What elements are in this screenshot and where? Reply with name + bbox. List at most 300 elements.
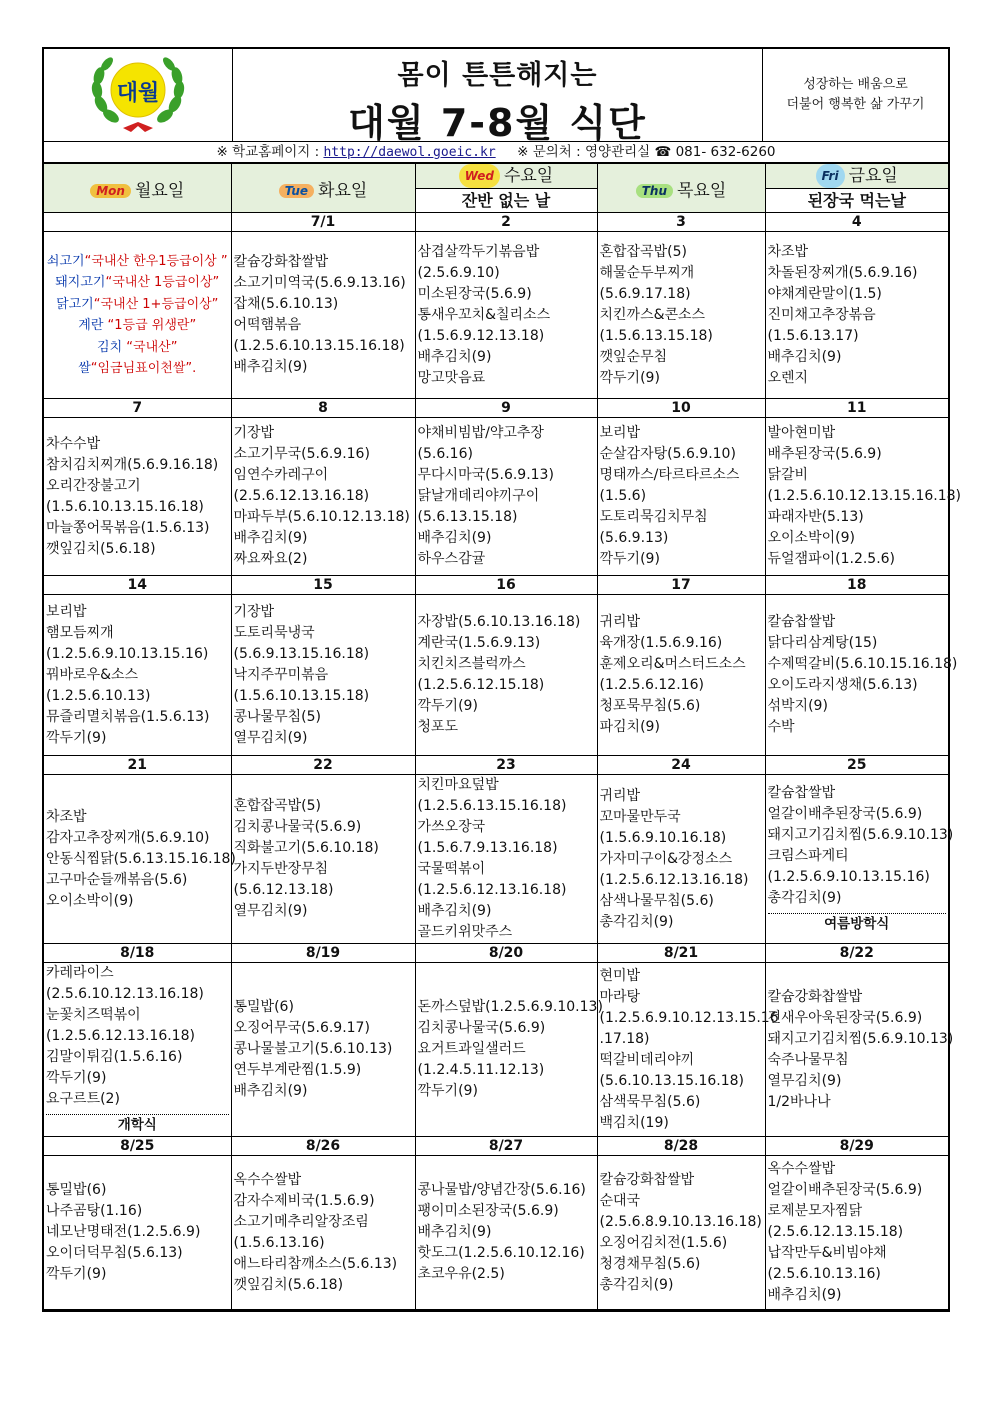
date-row xyxy=(44,944,948,963)
date-cell: 15 xyxy=(231,576,415,595)
menu-item: 삼겹살깍두기볶음밥 xyxy=(417,243,540,260)
menu-cell xyxy=(44,1156,231,1310)
menu-item: 크림스파게티 xyxy=(767,848,849,864)
menu-item: 얼갈이배추된장국(5.6.9) xyxy=(767,806,923,822)
menu-item: 닭날개데리야끼구이 xyxy=(417,488,540,504)
menu-item: (5.6.16) xyxy=(417,446,473,462)
menu-cell xyxy=(44,232,231,399)
menu-item: 국물떡볶이 xyxy=(417,861,486,877)
menu-item: 마늘쫑어묵볶음(1.5.6.13) xyxy=(46,519,210,536)
menu-item: 로제분모자찜닭 xyxy=(767,1203,863,1219)
menu-item: 훈제오리&머스터드소스 xyxy=(599,656,746,672)
date-cell: 25 xyxy=(765,756,948,775)
menu-item: 오이도라지생채(5.6.13) xyxy=(767,677,918,693)
date-cell: 8/21 xyxy=(597,944,765,963)
sourcing-info xyxy=(46,251,229,380)
menu-item: (1.5.6.10.13.15.18) xyxy=(233,687,370,704)
menu-item: 콩나물무침(5) xyxy=(233,708,321,725)
date-cell: 9 xyxy=(415,399,597,418)
menu-item: 닭다리삼계탕(15) xyxy=(767,635,878,651)
motto-line: 성장하는 배움으로 xyxy=(803,77,908,92)
menu-item: 혼합잡곡밥(5) xyxy=(599,243,687,260)
menu-cell xyxy=(765,1156,948,1310)
menu-item: 낙지주꾸미볶음 xyxy=(233,666,329,683)
menu-cell xyxy=(231,1156,415,1310)
date-cell: 8/28 xyxy=(597,1137,765,1156)
menu-row xyxy=(44,232,948,399)
menu-item: 열무김치(9) xyxy=(233,729,308,746)
menu-item: (1.2.5.6.12.15.18) xyxy=(417,677,545,693)
menu-item: 기장밥 xyxy=(233,425,275,441)
menu-item: 소고기무국(5.6.9.16) xyxy=(233,446,370,462)
menu-item: 콩나물밥/양념간장(5.6.16) xyxy=(417,1182,586,1198)
menu-cell xyxy=(765,775,954,944)
day-theme: 된장국 먹는날 xyxy=(766,189,949,212)
menu-item: 임연수카레구이 xyxy=(233,467,329,483)
school-motto xyxy=(763,49,948,141)
day-badge: Tue xyxy=(279,184,314,198)
menu-item: (1.5.6) xyxy=(599,488,647,504)
menu-item: (5.6.9.13.15.16.18) xyxy=(233,645,370,662)
menu-item: 오이소박이(9) xyxy=(767,530,855,546)
school-logo xyxy=(44,49,233,141)
date-cell: 18 xyxy=(765,576,948,595)
menu-item: 팽이미소된장국(5.6.9) xyxy=(417,1203,559,1219)
menu-item: (1.2.5.6.10.12.13.15.16.18) xyxy=(767,488,961,504)
menu-item: 깻잎김치(5.6.18) xyxy=(46,540,156,557)
day-header-mon xyxy=(44,164,231,213)
menu-item: 가자미구이&강정소스 xyxy=(599,850,733,867)
menu-item: 배추김치(9) xyxy=(767,1287,842,1303)
title-block xyxy=(233,49,763,145)
menu-item: 배추김치(9) xyxy=(233,530,308,546)
day-label: 월요일 xyxy=(134,180,185,201)
menu-item: 꿔바로우&소스 xyxy=(46,666,139,683)
menu-item: 깍두기(9) xyxy=(46,729,107,746)
menu-item: (2.5.6.12.13.16.18) xyxy=(233,488,370,504)
menu-item: 나주곰탕(1.16) xyxy=(46,1203,143,1219)
menu-item: (2.5.6.10.13.16) xyxy=(767,1266,881,1282)
menu-cell xyxy=(765,595,958,756)
day-badge: Thu xyxy=(636,184,673,198)
menu-item: 햄모듬찌개 xyxy=(46,624,114,641)
menu-cell xyxy=(415,775,597,944)
menu-item: 칼슘강화찹쌀밥 xyxy=(767,988,863,1005)
day-label: 금요일 xyxy=(848,166,898,186)
date-row xyxy=(44,756,948,775)
date-cell: 14 xyxy=(44,576,231,595)
event-note: 여름방학식 xyxy=(768,913,947,935)
menu-item: .17.18) xyxy=(599,1030,650,1047)
menu-item: 배추김치(9) xyxy=(233,1083,308,1099)
menu-cell xyxy=(231,418,415,576)
menu-item: 치킨마요덮밥 xyxy=(417,777,499,793)
menu-item: 칼슘강화찹쌀밥 xyxy=(599,1171,695,1188)
menu-item: (1.2.5.6.9.10.13.15.16) xyxy=(46,645,209,662)
menu-item: 초코우유(2.5) xyxy=(417,1266,505,1282)
menu-item: 차조밥 xyxy=(767,243,809,260)
menu-item: 깍두기(9) xyxy=(599,551,660,567)
menu-item: 깍두기(9) xyxy=(417,1083,478,1099)
menu-cell xyxy=(44,963,231,1137)
menu-item: 김치콩나물국(5.6.9) xyxy=(417,1020,546,1036)
menu-item: (1.5.6.9.12.13.18) xyxy=(417,327,545,344)
menu-item: 현미밥 xyxy=(599,967,641,984)
homepage-label: ※ 학교홈페이지 : xyxy=(216,144,320,160)
date-cell: 3 xyxy=(597,213,765,232)
menu-cell xyxy=(597,1156,765,1310)
menu-item: 청포묵무침(5.6) xyxy=(599,698,701,714)
menu-item: 명태까스/타르타르소스 xyxy=(599,467,740,483)
sourcing-line: 닭고기“국내산 1+등급이상” xyxy=(56,296,219,312)
menu-item: (5.6.12.13.18) xyxy=(233,882,334,898)
menu-item: 골드키위맛주스 xyxy=(417,924,513,940)
menu-item: 오렌지 xyxy=(767,369,809,386)
day-label: 목요일 xyxy=(677,180,727,201)
menu-item: 콩나물불고기(5.6.10.13) xyxy=(233,1041,393,1057)
menu-cell xyxy=(44,595,231,756)
date-cell xyxy=(44,213,231,232)
menu-item: 치킨까스&콘소스 xyxy=(599,306,706,323)
menu-item: 총각김치(9) xyxy=(767,890,842,906)
menu-item: 도토리묵김치무침 xyxy=(599,509,708,525)
date-cell: 7 xyxy=(44,399,231,418)
menu-cell xyxy=(597,963,779,1137)
day-badge: Mon xyxy=(90,184,131,198)
menu-item: 수박 xyxy=(767,719,795,735)
date-cell: 10 xyxy=(597,399,765,418)
menu-cell xyxy=(231,775,415,944)
date-row xyxy=(44,213,948,232)
motto-line: 더불어 행복한 삶 가꾸기 xyxy=(786,97,925,112)
menu-item: 배추김치(9) xyxy=(233,359,308,375)
page-title: 대월 7-8월 식단 xyxy=(348,101,647,145)
date-cell: 23 xyxy=(415,756,597,775)
menu-row xyxy=(44,418,948,576)
menu-item: 육개장(1.5.6.9.16) xyxy=(599,635,723,651)
menu-item: (1.2.5.6.13.15.16.18) xyxy=(417,798,567,814)
sourcing-line: 김치 “국내산” xyxy=(97,339,178,355)
event-note: 개학식 xyxy=(46,1114,229,1136)
menu-item: 고구마순들깨볶음(5.6) xyxy=(46,871,188,888)
menu-item: 순살감자탕(5.6.9.10) xyxy=(599,446,736,462)
menu-item: 옥수수쌀밥 xyxy=(233,1171,302,1188)
menu-item: 혼합잡곡밥(5) xyxy=(233,798,321,814)
menu-item: 김치콩나물국(5.6.9) xyxy=(233,819,362,835)
menu-item: (1.2.5.6.12.13.16.18) xyxy=(46,1028,195,1044)
date-row xyxy=(44,399,948,418)
menu-item: 깻잎순무침 xyxy=(599,348,668,365)
menu-cell xyxy=(415,1156,597,1310)
menu-item: 깍두기(9) xyxy=(417,698,478,714)
menu-item: 마파두부(5.6.10.12.13.18) xyxy=(233,509,410,525)
menu-cell xyxy=(597,595,765,756)
menu-item: 오징어김치전(1.5.6) xyxy=(599,1234,728,1251)
menu-item: 삼색묵무침(5.6) xyxy=(599,1093,701,1110)
menu-item: 미소된장국(5.6.9) xyxy=(417,285,532,302)
menu-item: 청경채무침(5.6) xyxy=(599,1255,701,1272)
date-cell: 8/22 xyxy=(765,944,948,963)
menu-cell xyxy=(597,418,765,576)
day-badge: Fri xyxy=(816,164,845,188)
menu-item: 어떡햄볶음 xyxy=(233,317,302,333)
menu-item: 돼지고기김치찜(5.6.9.10.13) xyxy=(767,827,954,843)
menu-item: 도토리묵냉국 xyxy=(233,624,315,641)
menu-item: 진미채고추장볶음 xyxy=(767,306,876,323)
date-cell: 8/18 xyxy=(44,944,231,963)
menu-row xyxy=(44,1156,948,1310)
menu-cell xyxy=(231,963,415,1137)
menu-item: (1.2.5.6.10.13) xyxy=(46,687,151,704)
menu-cell xyxy=(415,418,597,576)
menu-cell xyxy=(44,775,236,944)
menu-item: 참치김치찌개(5.6.9.16.18) xyxy=(46,456,219,473)
date-cell: 2 xyxy=(415,213,597,232)
menu-item: (2.5.6.10.12.13.16.18) xyxy=(46,986,204,1002)
menu-item: 파김치(9) xyxy=(599,719,660,735)
menu-item: 오이소박이(9) xyxy=(46,892,134,909)
menu-item: 삼색나물무침(5.6) xyxy=(599,892,714,909)
menu-item: 열무김치(9) xyxy=(233,903,308,919)
menu-item: 감자수제비국(1.5.6.9) xyxy=(233,1192,375,1209)
menu-cell xyxy=(765,232,948,399)
menu-item: 야채비빔밥/약고추장 xyxy=(417,425,544,441)
menu-item: 차조밥 xyxy=(46,808,87,825)
menu-item: 뮤즐리멸치볶음(1.5.6.13) xyxy=(46,708,210,725)
menu-item: 섞박지(9) xyxy=(767,698,828,714)
date-cell: 11 xyxy=(765,399,948,418)
menu-item: 차돌된장찌개(5.6.9.16) xyxy=(767,264,918,281)
menu-item: 1/2바나나 xyxy=(767,1093,831,1110)
menu-item: 망고맛음료 xyxy=(417,369,486,386)
menu-item: 잡채(5.6.10.13) xyxy=(233,296,339,312)
phone-number: ☎ 081- 632-6260 xyxy=(654,144,776,160)
date-cell: 8/26 xyxy=(231,1137,415,1156)
day-label: 수요일 xyxy=(503,166,554,186)
menu-item: 오리간장불고기 xyxy=(46,477,141,494)
menu-sheet xyxy=(42,47,961,1312)
homepage-link[interactable]: http://daewol.goeic.kr xyxy=(323,145,496,160)
day-badge: Wed xyxy=(459,164,500,188)
sourcing-line: 돼지고기“국내산 1등급이상” xyxy=(55,275,220,290)
menu-item: 통밀밥(6) xyxy=(46,1182,107,1198)
menu-item: 핫도그(1.2.5.6.10.12.16) xyxy=(417,1245,585,1261)
laurel-icon xyxy=(83,52,193,138)
day-header-wed xyxy=(415,164,597,213)
menu-item: (5.6.13.15.18) xyxy=(417,509,518,525)
logo-text: 대월 xyxy=(116,80,160,106)
menu-item: 마라탕 xyxy=(599,988,641,1005)
menu-item: (1.5.6.9.10.16.18) xyxy=(599,829,727,846)
menu-item: 배추김치(9) xyxy=(417,1224,492,1240)
date-cell: 21 xyxy=(44,756,231,775)
menu-item: 꼬마물만두국 xyxy=(599,808,681,825)
date-cell: 22 xyxy=(231,756,415,775)
menu-item: 김말이튀김(1.5.6.16) xyxy=(46,1049,183,1065)
menu-item: 눈꽃치즈떡볶이 xyxy=(46,1007,141,1023)
menu-item: (2.5.6.12.13.15.18) xyxy=(767,1224,904,1240)
menu-item: 소고기메추리알장조림 xyxy=(233,1213,369,1230)
day-label: 화요일 xyxy=(318,180,368,201)
menu-item: (1.2.5.6.12.16) xyxy=(599,677,704,693)
menu-cell xyxy=(415,963,603,1137)
day-header-fri xyxy=(765,164,948,213)
date-cell: 7/1 xyxy=(231,213,415,232)
menu-item: 총각김치(9) xyxy=(599,1276,674,1293)
menu-item: (5.6.9.17.18) xyxy=(599,285,691,302)
title-subtitle: 몸이 튼튼해지는 xyxy=(397,60,598,91)
menu-item: 납작만두&비빔야채 xyxy=(767,1245,887,1261)
date-row xyxy=(44,1137,948,1156)
menu-item: 직화불고기(5.6.10.18) xyxy=(233,840,379,856)
menu-item: 안동식찜닭(5.6.13.15.16.18) xyxy=(46,850,236,867)
menu-item: 깍두기(9) xyxy=(599,369,660,386)
date-cell: 17 xyxy=(597,576,765,595)
menu-item: (1.2.5.6.9.10.12.13.15.16 xyxy=(599,1009,779,1026)
menu-item: 애느타리참깨소스(5.6.13) xyxy=(233,1255,398,1272)
menu-item: (1.5.6.13.16) xyxy=(233,1234,325,1251)
menu-item: 배추된장국(5.6.9) xyxy=(767,446,882,462)
menu-item: (1.5.6.10.13.15.16.18) xyxy=(46,498,204,515)
menu-item: 발아현미밥 xyxy=(767,425,836,441)
day-header-row xyxy=(44,164,948,213)
menu-item: 통새우꼬치&칠리소스 xyxy=(417,306,551,323)
menu-cell xyxy=(231,232,415,399)
menu-item: 야채계란말이(1.5) xyxy=(767,285,882,302)
menu-item: (1.2.4.5.11.12.13) xyxy=(417,1062,545,1078)
menu-item: 차수수밥 xyxy=(46,435,101,452)
menu-item: 떡갈비데리야끼 xyxy=(599,1051,695,1068)
menu-item: (1.2.5.6.9.10.13.15.16) xyxy=(767,869,930,885)
menu-item: (1.2.5.6.12.13.16.18) xyxy=(417,882,567,898)
menu-item: (1.5.6.13.17) xyxy=(767,327,859,344)
menu-cell xyxy=(415,232,597,399)
info-bar xyxy=(44,142,948,163)
menu-item: 소고기미역국(5.6.9.13.16) xyxy=(233,275,406,291)
menu-item: 계란국(1.5.6.9.13) xyxy=(417,635,541,651)
menu-item: 깍두기(9) xyxy=(46,1070,107,1086)
menu-item: 청포도 xyxy=(417,719,459,735)
menu-item: 수제떡갈비(5.6.10.15.16.18) xyxy=(767,656,958,672)
menu-item: 듀얼잼파이(1.2.5.6) xyxy=(767,551,896,567)
menu-item: 배추김치(9) xyxy=(417,348,492,365)
date-cell: 8 xyxy=(231,399,415,418)
menu-item: 옥수수쌀밥 xyxy=(767,1161,836,1177)
date-cell: 24 xyxy=(597,756,765,775)
menu-item: 칼슘찹쌀밥 xyxy=(767,614,836,630)
menu-cell xyxy=(765,963,954,1137)
menu-item: (2.5.6.8.9.10.13.16.18) xyxy=(599,1213,762,1230)
menu-item: 귀리밥 xyxy=(599,787,641,804)
menu-item: 건새우아욱된장국(5.6.9) xyxy=(767,1009,923,1026)
menu-cell xyxy=(415,595,597,756)
menu-item: (5.6.9.13) xyxy=(599,530,669,546)
menu-item: 무다시마국(5.6.9.13) xyxy=(417,467,554,483)
menu-item: 닭갈비 xyxy=(767,467,809,483)
menu-item: 치킨치즈블럭까스 xyxy=(417,656,526,672)
menu-item: 배추김치(9) xyxy=(417,530,492,546)
menu-item: 돈까스덮밥(1.2.5.6.9.10.13) xyxy=(417,999,603,1015)
menu-item: 칼슘강화찹쌀밥 xyxy=(233,254,329,270)
menu-item: 네모난명태전(1.2.5.6.9) xyxy=(46,1224,201,1240)
day-header-thu xyxy=(597,164,765,213)
menu-item: 깻잎김치(5.6.18) xyxy=(233,1276,344,1293)
menu-cell xyxy=(597,232,765,399)
menu-item: 카레라이스 xyxy=(46,965,114,981)
menu-item: 돼지고기김치찜(5.6.9.10.13) xyxy=(767,1030,954,1047)
menu-item: 총각김치(9) xyxy=(599,913,674,930)
menu-item: (1.2.5.6.12.13.16.18) xyxy=(599,871,749,888)
contact-label: ※ 문의처 : 영양관리실 xyxy=(517,144,651,160)
menu-item: (1.5.6.13.15.18) xyxy=(599,327,713,344)
menu-item: 배추김치(9) xyxy=(767,348,842,365)
menu-item: (5.6.10.13.15.16.18) xyxy=(599,1072,745,1089)
menu-item: 감자고추장찌개(5.6.9.10) xyxy=(46,829,210,846)
menu-item: 열무김치(9) xyxy=(767,1072,842,1089)
date-cell: 8/20 xyxy=(415,944,597,963)
menu-item: (1.5.6.7.9.13.16.18) xyxy=(417,840,558,856)
menu-item: 오징어무국(5.6.9.17) xyxy=(233,1020,370,1036)
date-cell: 4 xyxy=(765,213,948,232)
menu-table xyxy=(44,163,961,1310)
menu-item: 백김치(19) xyxy=(599,1114,669,1131)
date-cell: 8/25 xyxy=(44,1137,231,1156)
menu-item: 가지두반장무침 xyxy=(233,861,329,877)
menu-item: 보리밥 xyxy=(599,425,641,441)
sourcing-line: 쌀“임금님표이천쌀”. xyxy=(78,361,197,376)
menu-item: 가쓰오장국 xyxy=(417,819,486,835)
menu-row xyxy=(44,595,948,756)
menu-item: 깍두기(9) xyxy=(46,1266,107,1282)
menu-item: 순대국 xyxy=(599,1192,641,1209)
menu-item: 보리밥 xyxy=(46,603,87,620)
day-header-tue xyxy=(231,164,415,213)
date-cell: 8/27 xyxy=(415,1137,597,1156)
menu-item: (1.2.5.6.10.13.15.16.18) xyxy=(233,338,405,354)
menu-cell xyxy=(597,775,765,944)
date-cell: 8/19 xyxy=(231,944,415,963)
menu-item: 요거트과일샐러드 xyxy=(417,1041,526,1057)
menu-item: 오이더덕무침(5.6.13) xyxy=(46,1245,183,1261)
date-cell: 8/29 xyxy=(765,1137,948,1156)
sourcing-line: 쇠고기“국내산 한우1등급이상 ” xyxy=(46,253,228,269)
menu-item: 통밀밥(6) xyxy=(233,999,294,1015)
date-cell: 16 xyxy=(415,576,597,595)
menu-item: 요구르트(2) xyxy=(46,1091,120,1107)
menu-item: 숙주나물무침 xyxy=(767,1051,849,1068)
menu-item: 하우스감귤 xyxy=(417,551,486,567)
sourcing-line: 계란 “1등급 위생란” xyxy=(78,318,197,333)
menu-item: 자장밥(5.6.10.13.16.18) xyxy=(417,614,581,630)
menu-item: 귀리밥 xyxy=(599,614,641,630)
menu-item: 해물순두부찌개 xyxy=(599,264,695,281)
date-row xyxy=(44,576,948,595)
menu-item: 기장밥 xyxy=(233,603,275,620)
menu-item: 짜요짜요(2) xyxy=(233,551,308,567)
menu-item: 얼갈이배추된장국(5.6.9) xyxy=(767,1182,923,1198)
menu-row xyxy=(44,775,948,944)
menu-item: (2.5.6.9.10) xyxy=(417,264,500,281)
menu-item: 연두부계란찜(1.5.9) xyxy=(233,1062,362,1078)
day-theme: 잔반 없는 날 xyxy=(416,189,597,212)
menu-row xyxy=(44,963,948,1137)
menu-item: 파래자반(5.13) xyxy=(767,509,864,525)
header xyxy=(44,49,948,145)
menu-cell xyxy=(765,418,961,576)
menu-cell xyxy=(231,595,415,756)
menu-cell xyxy=(44,418,231,576)
menu-item: 배추김치(9) xyxy=(417,903,492,919)
